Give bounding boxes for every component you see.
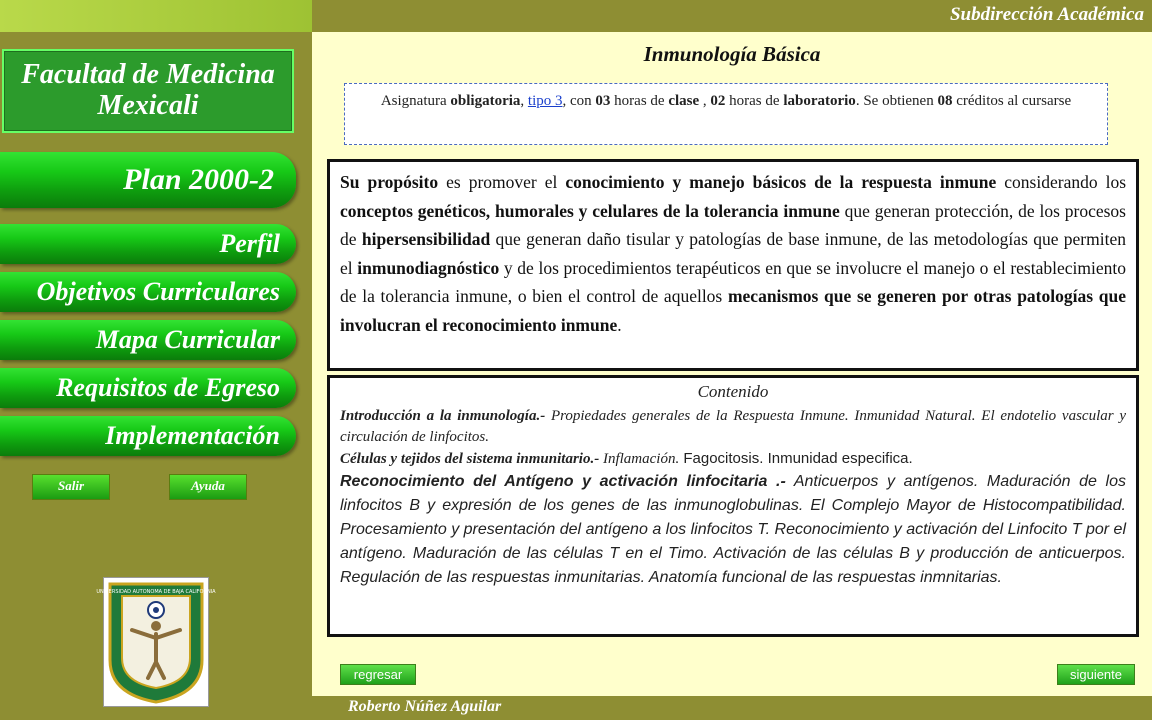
university-seal-icon: [96, 578, 216, 706]
faculty-city: Mexicali: [97, 90, 199, 121]
menu-item-implementacion[interactable]: [0, 416, 296, 456]
top-bar: [0, 0, 1152, 32]
purpose-box: Su propósito es promover el conocimiento y manejo básicos de la respuesta inmune considerando los conceptos genéticos, humorales y celulares de la tolerancia inmune que generan protección, de los procesos de hipersensibilidad que generan daño tisular y patologías de base inmune, de las metodologías que permiten el inmunodiagnóstico y de los procedimientos terapéuticos en que se involucre el manejo o el restablecimiento de la tolerancia inmune, o bien el control de aquellos mecanismos que se generen por otras patologías que involucran el reconocimiento inmune.: [327, 159, 1139, 371]
next-button[interactable]: siguiente: [1057, 664, 1135, 685]
top-bar-accent: [0, 0, 312, 32]
main-content: [312, 32, 1152, 696]
menu-item-label: Perfil: [219, 229, 280, 258]
content-heading: Contenido: [697, 382, 769, 401]
help-button[interactable]: Ayuda: [169, 474, 247, 500]
university-seal: [96, 577, 216, 707]
plan-button[interactable]: [0, 152, 296, 208]
footer: [312, 696, 1152, 720]
plan-label: Plan 2000-2: [123, 163, 274, 196]
content-box: [327, 375, 1139, 637]
content-paragraph-3: Reconocimiento del Antígeno y activación linfocitaria .- Anticuerpos y antígenos. Maduración de los linfocitos B y expresión de los genes de las inmunoglobulinas. El Complejo Mayor de Histocompatibilidad. Procesamiento y presentación del antígeno a los linfocitos T. Reconocimiento y activación del Linfocito T por el antígeno. Maduración de las células T en el Timo. Activación de las células B y producción de anticuerpos. Regulación de las respuestas inmunitarias. Anatomía funcional de las respuestas inmnitarias.: [340, 473, 1126, 586]
menu-item-perfil[interactable]: [0, 224, 296, 264]
menu-item-label: Mapa Curricular: [95, 325, 280, 354]
menu-item-label: Implementación: [105, 421, 280, 450]
back-button[interactable]: regresar: [340, 664, 416, 685]
content-paragraph-2: Células y tejidos del sistema inmunitario.- Inflamación. Fagocitosis. Inmunidad especifica.: [340, 450, 913, 467]
faculty-name: Facultad de Medicina: [21, 59, 275, 90]
seal-top-text: UNIVERSIDAD AUTONOMA DE BAJA CALIFORNIA: [96, 589, 216, 595]
menu-item-requisitos[interactable]: [0, 368, 296, 408]
menu-item-mapa[interactable]: [0, 320, 296, 360]
header-title: Subdirección Académica: [949, 4, 1144, 25]
course-info-box: Asignatura obligatoria, tipo 3, con 03 horas de clase , 02 horas de laboratorio. Se obtienen 08 créditos al cursarse: [344, 83, 1108, 145]
content-paragraph-1: Introducción a la inmunología.- Propiedades generales de la Respuesta Inmune. Inmunidad Natural. El endotelio vascular y circulación de linfocitos.: [340, 408, 1126, 445]
sidebar: [0, 32, 312, 696]
faculty-box: [2, 49, 294, 133]
menu-item-objetivos[interactable]: [0, 272, 296, 312]
type-link[interactable]: tipo 3: [527, 93, 563, 109]
menu-item-label: Requisitos de Egreso: [56, 373, 280, 402]
course-title: Inmunología Básica: [643, 42, 821, 66]
exit-button[interactable]: Salir: [32, 474, 110, 500]
menu-item-label: Objetivos Curriculares: [36, 277, 280, 306]
author-name: Roberto Núñez Aguilar: [348, 698, 502, 715]
